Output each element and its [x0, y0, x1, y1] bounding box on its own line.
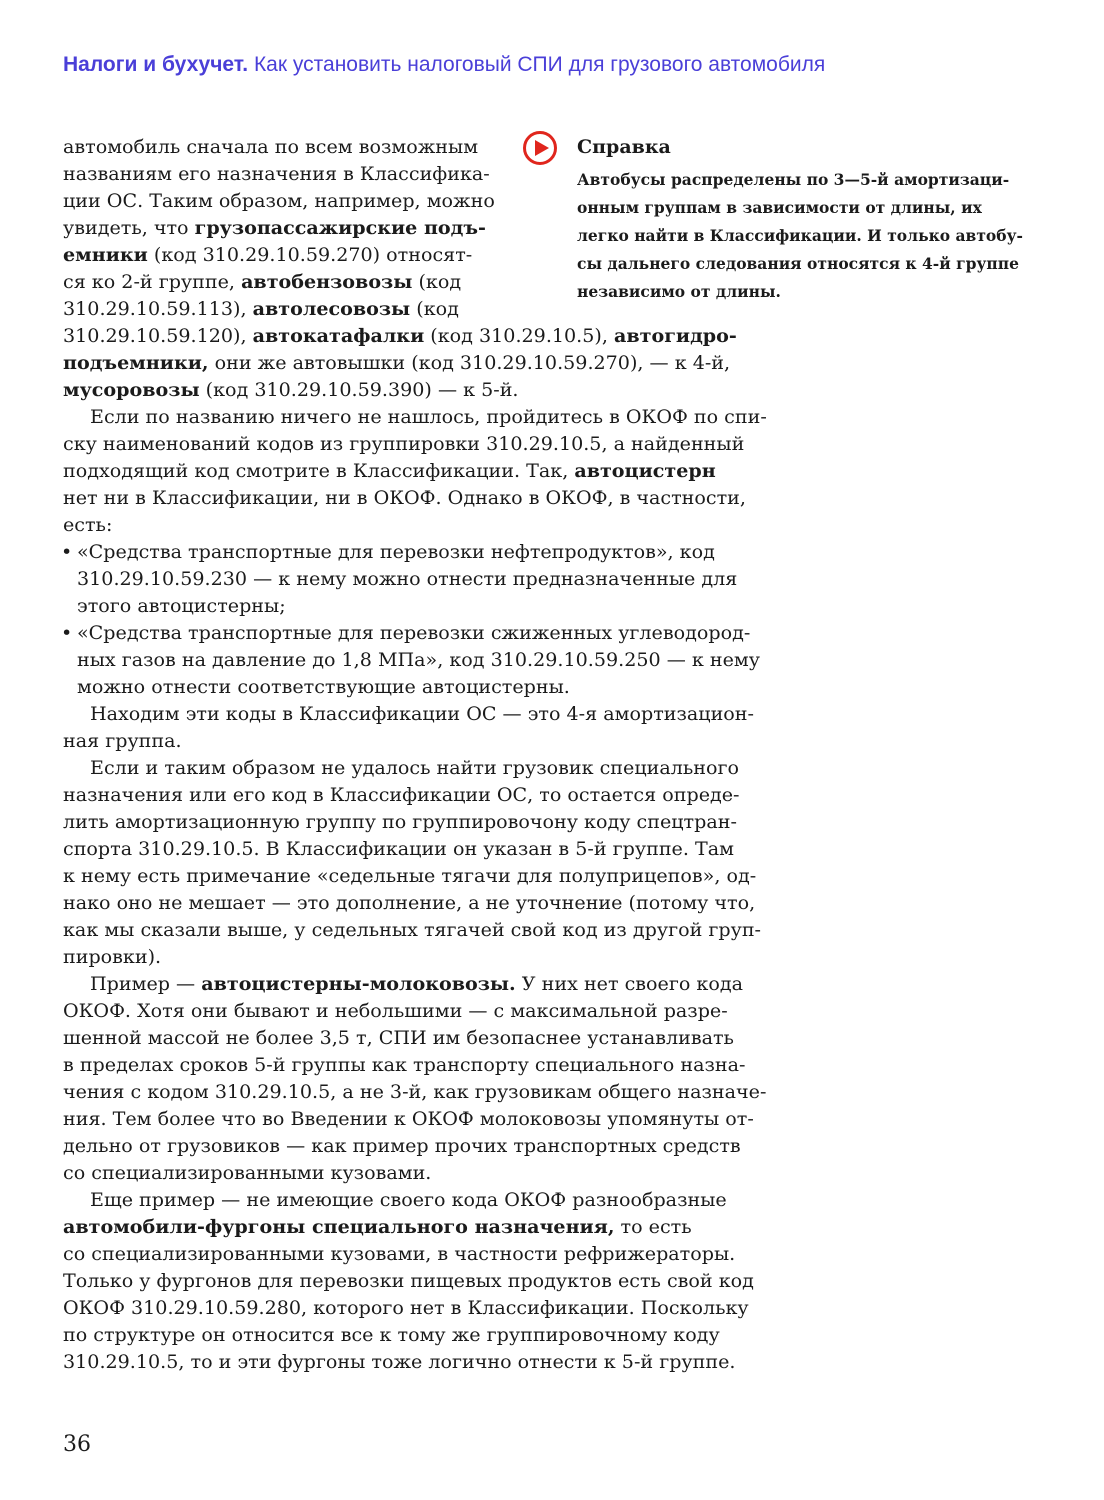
note-text [577, 166, 1023, 306]
text-line: как мы сказали выше, у седельных тягачей свой код из другой груп- [63, 918, 762, 941]
page-number: 36 [63, 1432, 91, 1457]
text-line: ции ОС. Таким образом, например, можно [63, 189, 495, 212]
text-line: увидеть, что грузопассажирские подъ- [63, 216, 486, 239]
text-line: 310.29.10.59.113), автолесовозы (код [63, 297, 459, 320]
text-line: по структуре он относится все к тому же группировочному коду [63, 1323, 720, 1346]
text-line: спорта 310.29.10.5. В Классификации он указан в 5-й группе. Там [63, 837, 734, 860]
text-line: названиям его назначения в Классифика- [63, 162, 490, 185]
text-line: ОКОФ 310.29.10.59.280, которого нет в Классификации. Поскольку [63, 1296, 749, 1319]
text-line: со специализированными кузовами, в частности рефрижераторы. [63, 1242, 736, 1265]
running-header [63, 53, 1063, 77]
list-item: • «Средства транспортные для перевозки нефтепродуктов», код [63, 538, 741, 565]
note-line: легко найти в Классификации. И только автобу- [577, 226, 1023, 245]
text-line: мусоровозы (код 310.29.10.59.390) — к 5-й. [63, 378, 519, 401]
text-line: 310.29.10.59.120), автокатафалки (код 310.29.10.5), автогидро- [63, 324, 737, 347]
text-line: пировки). [63, 945, 162, 968]
note-line: независимо от длины. [577, 282, 781, 301]
header-section: Налоги и бухучет. [63, 53, 249, 76]
play-icon [522, 130, 558, 166]
note-line: сы дальнего следования относятся к 4-й группе [577, 254, 1019, 273]
text-line: подходящий код смотрите в Классификации. Так, автоцистерн [63, 459, 716, 482]
text-line: нет ни в Классификации, ни в ОКОФ. Однако в ОКОФ, в частности, [63, 486, 746, 509]
text-line: Если и таким образом не удалось найти грузовик специального [90, 756, 739, 779]
list-item-line: 310.29.10.59.230 — к нему можно отнести предназначенные для [77, 567, 738, 590]
text-line: ся ко 2-й группе, автобензовозы (код [63, 270, 462, 293]
text-line: назначения или его код в Классификации ОС, то остается опреде- [63, 783, 740, 806]
text-line: Еще пример — не имеющие своего кода ОКОФ разнообразные [90, 1188, 727, 1211]
text-line: шенной массой не более 3,5 т, СПИ им безопаснее устанавливать [63, 1026, 734, 1049]
text-line: 310.29.10.5, то и эти фургоны тоже логично отнести к 5-й группе. [63, 1350, 736, 1373]
list-item-line: этого автоцистерны; [77, 594, 286, 617]
note-line: Автобусы распределены по 3—5-й амортизаци- [577, 170, 1010, 189]
text-line: Если по названию ничего не нашлось, пройдитесь в ОКОФ по спи- [90, 405, 767, 428]
header-title: Как установить налоговый СПИ для грузового автомобиля [253, 53, 826, 76]
text-line: Находим эти коды в Классификации ОС — это 4-я амортизацион- [90, 702, 754, 725]
text-line: есть: [63, 513, 113, 536]
text-line: ная группа. [63, 729, 182, 752]
text-line: со специализированными кузовами. [63, 1161, 432, 1184]
text-line: подъемники, они же автовышки (код 310.29.10.59.270), — к 4-й, [63, 351, 731, 374]
text-line: в пределах сроков 5-й группы как транспорту специального назна- [63, 1053, 746, 1076]
text-line: лить амортизационную группу по группировочону коду спецтран- [63, 810, 737, 833]
note-title: Справка [577, 136, 671, 158]
text-line: ОКОФ. Хотя они бывают и небольшими — с максимальной разре- [63, 999, 728, 1022]
text-line: нако оно не мешает — это дополнение, а не уточнение (потому что, [63, 891, 756, 914]
text-line: ния. Тем более что во Введении к ОКОФ молоковозы упомянуты от- [63, 1107, 754, 1130]
note-line: онным группам в зависимости от длины, их [577, 198, 982, 217]
text-line: дельно от грузовиков — как пример прочих транспортных средств [63, 1134, 741, 1157]
text-line: Пример — автоцистерны-молоковозы. У них нет своего кода [90, 972, 743, 995]
list-item-line: можно отнести соответствующие автоцистерны. [77, 675, 570, 698]
list-item-line: ных газов на давление до 1,8 МПа», код 310.29.10.59.250 — к нему [77, 648, 761, 671]
text-line: ску наименований кодов из группировки 310.29.10.5, а найденный [63, 432, 745, 455]
text-line: автомобили-фургоны специального назначения, то есть [63, 1215, 692, 1238]
list-item: • «Средства транспортные для перевозки сжиженных углеводород- [63, 619, 741, 646]
text-line: емники (код 310.29.10.59.270) относят- [63, 243, 473, 266]
text-line: чения с кодом 310.29.10.5, а не 3-й, как грузовикам общего назначе- [63, 1080, 767, 1103]
main-column [63, 322, 767, 1375]
text-line: Только у фургонов для перевозки пищевых продуктов есть свой код [63, 1269, 754, 1292]
text-line: автомобиль сначала по всем возможным [63, 135, 479, 158]
paragraph-1-narrow [63, 133, 495, 322]
text-line: к нему есть примечание «седельные тягачи для полуприцепов», од- [63, 864, 757, 887]
